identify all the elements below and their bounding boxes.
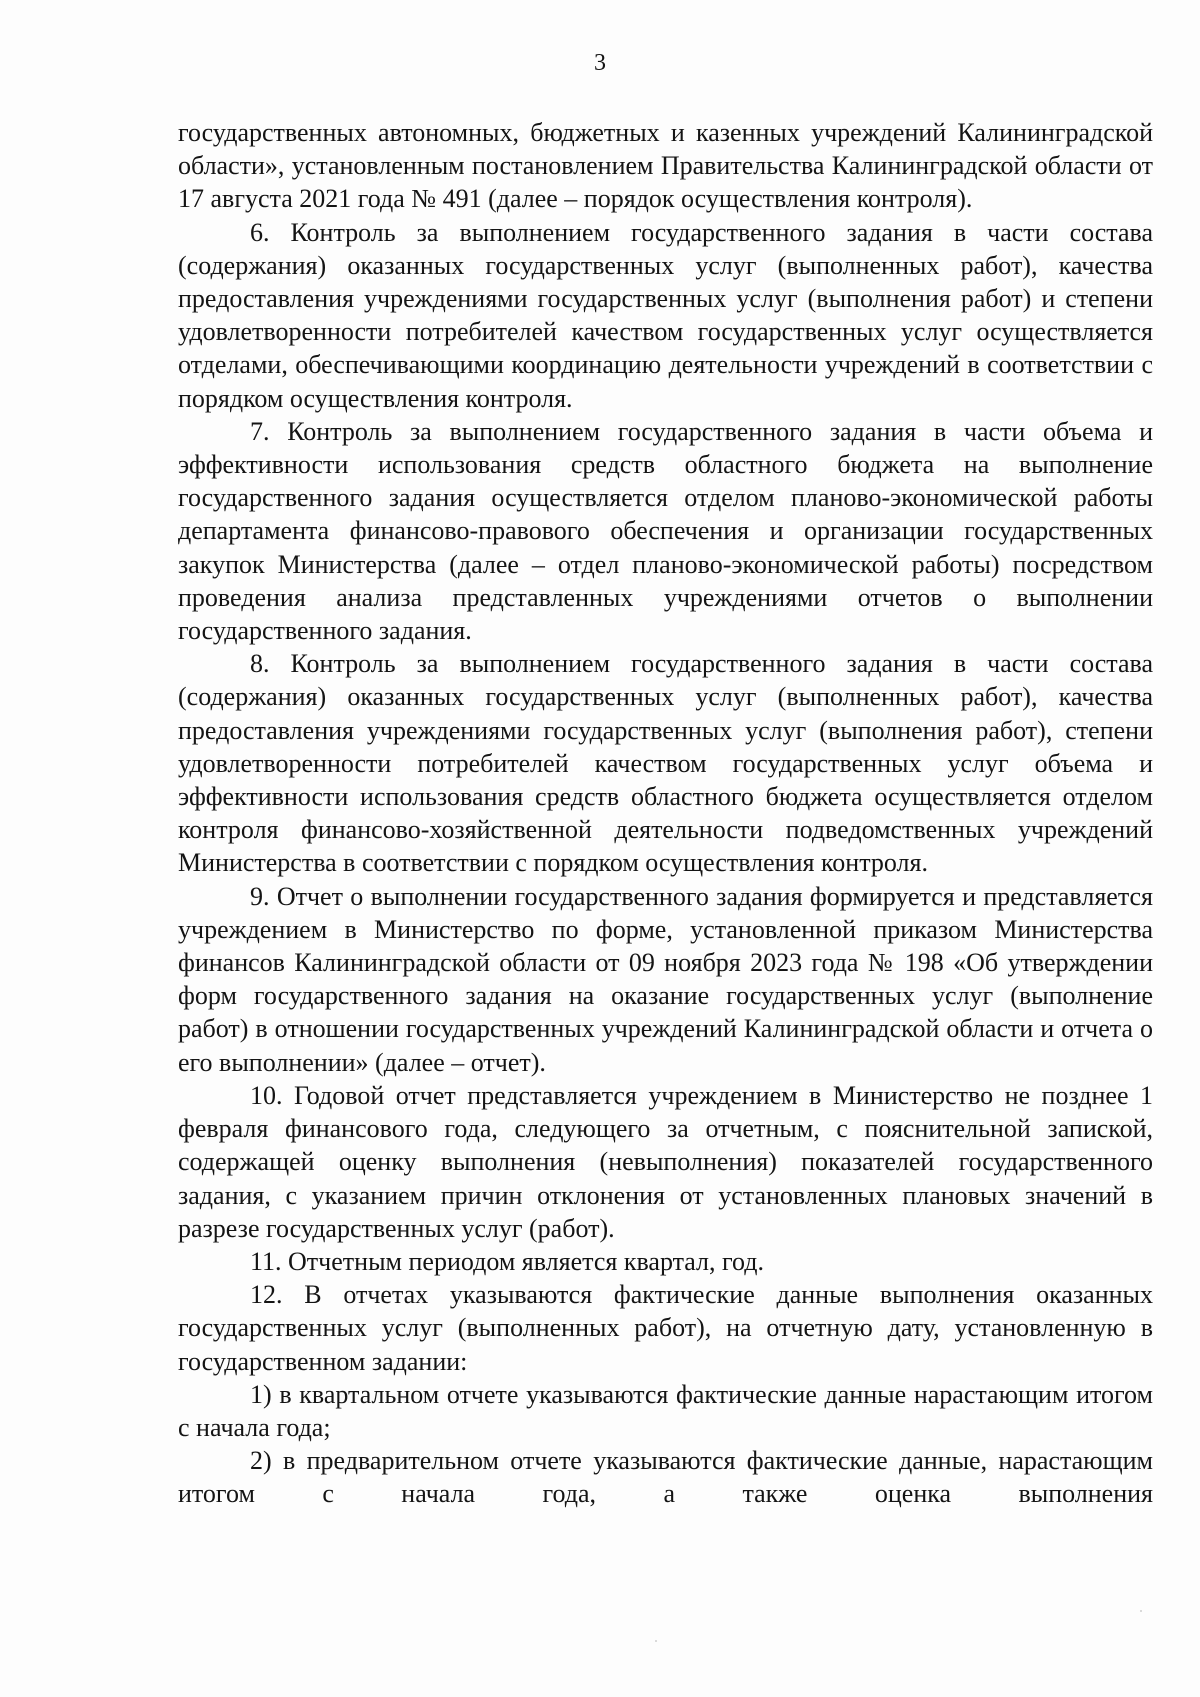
paragraph-item-6: 6. Контроль за выполнением государственного задания в части состава (содержания) оказанных государственных услуг (выполненных работ), качества предоставления учреждениями государственных услуг (выполнения работ) и степени удовлетворенности потребителей качеством государственных услуг осуществляется отделами, обеспечивающими координацию деятельности учреждений в соответствии с порядком осуществления контроля. (178, 217, 1153, 413)
document-body (178, 116, 1153, 1511)
paragraph-item-9: 9. Отчет о выполнении государственного задания формируется и представляется учреждением в Министерство по форме, установленной приказом Министерства финансов Калининградской области от 09 ноября 2023 года № 198 «Об утверждении форм государственного задания на оказание государственных услуг (выполнение работ) в отношении государственных учреждений Калининградской области и отчета о его выполнении» (далее – отчет). (178, 881, 1153, 1077)
scan-speck (655, 1640, 657, 1642)
paragraph-item-7: 7. Контроль за выполнением государственного задания в части объема и эффективности использования средств областного бюджета на выполнение государственного задания осуществляется отделом планово-экономической работы департамента финансово-правового обеспечения и организации государственных закупок Министерства (далее – отдел планово-экономической работы) посредством проведения анализа представленных учреждениями отчетов о выполнении государственного задания. (178, 416, 1153, 646)
paragraph-item-8: 8. Контроль за выполнением государственного задания в части состава (содержания) оказанных государственных услуг (выполненных работ), качества предоставления учреждениями государственных услуг (выполнения работ), степени удовлетворенности потребителей качеством государственных услуг объема и эффективности использования средств областного бюджета осуществляется отделом контроля финансово-хозяйственной деятельности подведомственных учреждений Министерства в соответствии с порядком осуществления контроля. (178, 649, 1153, 878)
scan-speck (1140, 1610, 1142, 1612)
paragraph-subitem-2: 2) в предварительном отчете указываются фактические данные, нарастающим итогом с начала года, а также оценка выполнения (178, 1446, 1153, 1509)
paragraph-item-10: 10. Годовой отчет представляется учреждением в Министерство не позднее 1 февраля финансового года, следующего за отчетным, с пояснительной запиской, содержащей оценку выполнения (невыполнения) показателей государственного задания, с указанием причин отклонения от установленных плановых значений в разрезе государственных услуг (работ). (178, 1080, 1153, 1243)
page-number: 3 (594, 50, 606, 76)
paragraph-continuation: государственных автономных, бюджетных и казенных учреждений Калининградской области», установленным постановлением Правительства Калининградской области от 17 августа 2021 года № 491 (далее – порядок осуществления контроля). (178, 118, 1153, 214)
paragraph-subitem-1: 1) в квартальном отчете указываются фактические данные нарастающим итогом с начала года; (178, 1379, 1153, 1442)
paragraph-item-11: 11. Отчетным периодом является квартал, год. (250, 1246, 765, 1276)
paragraph-item-12: 12. В отчетах указываются фактические данные выполнения оказанных государственных услуг (выполненных работ), на отчетную дату, установленную в государственном задании: (178, 1280, 1153, 1376)
